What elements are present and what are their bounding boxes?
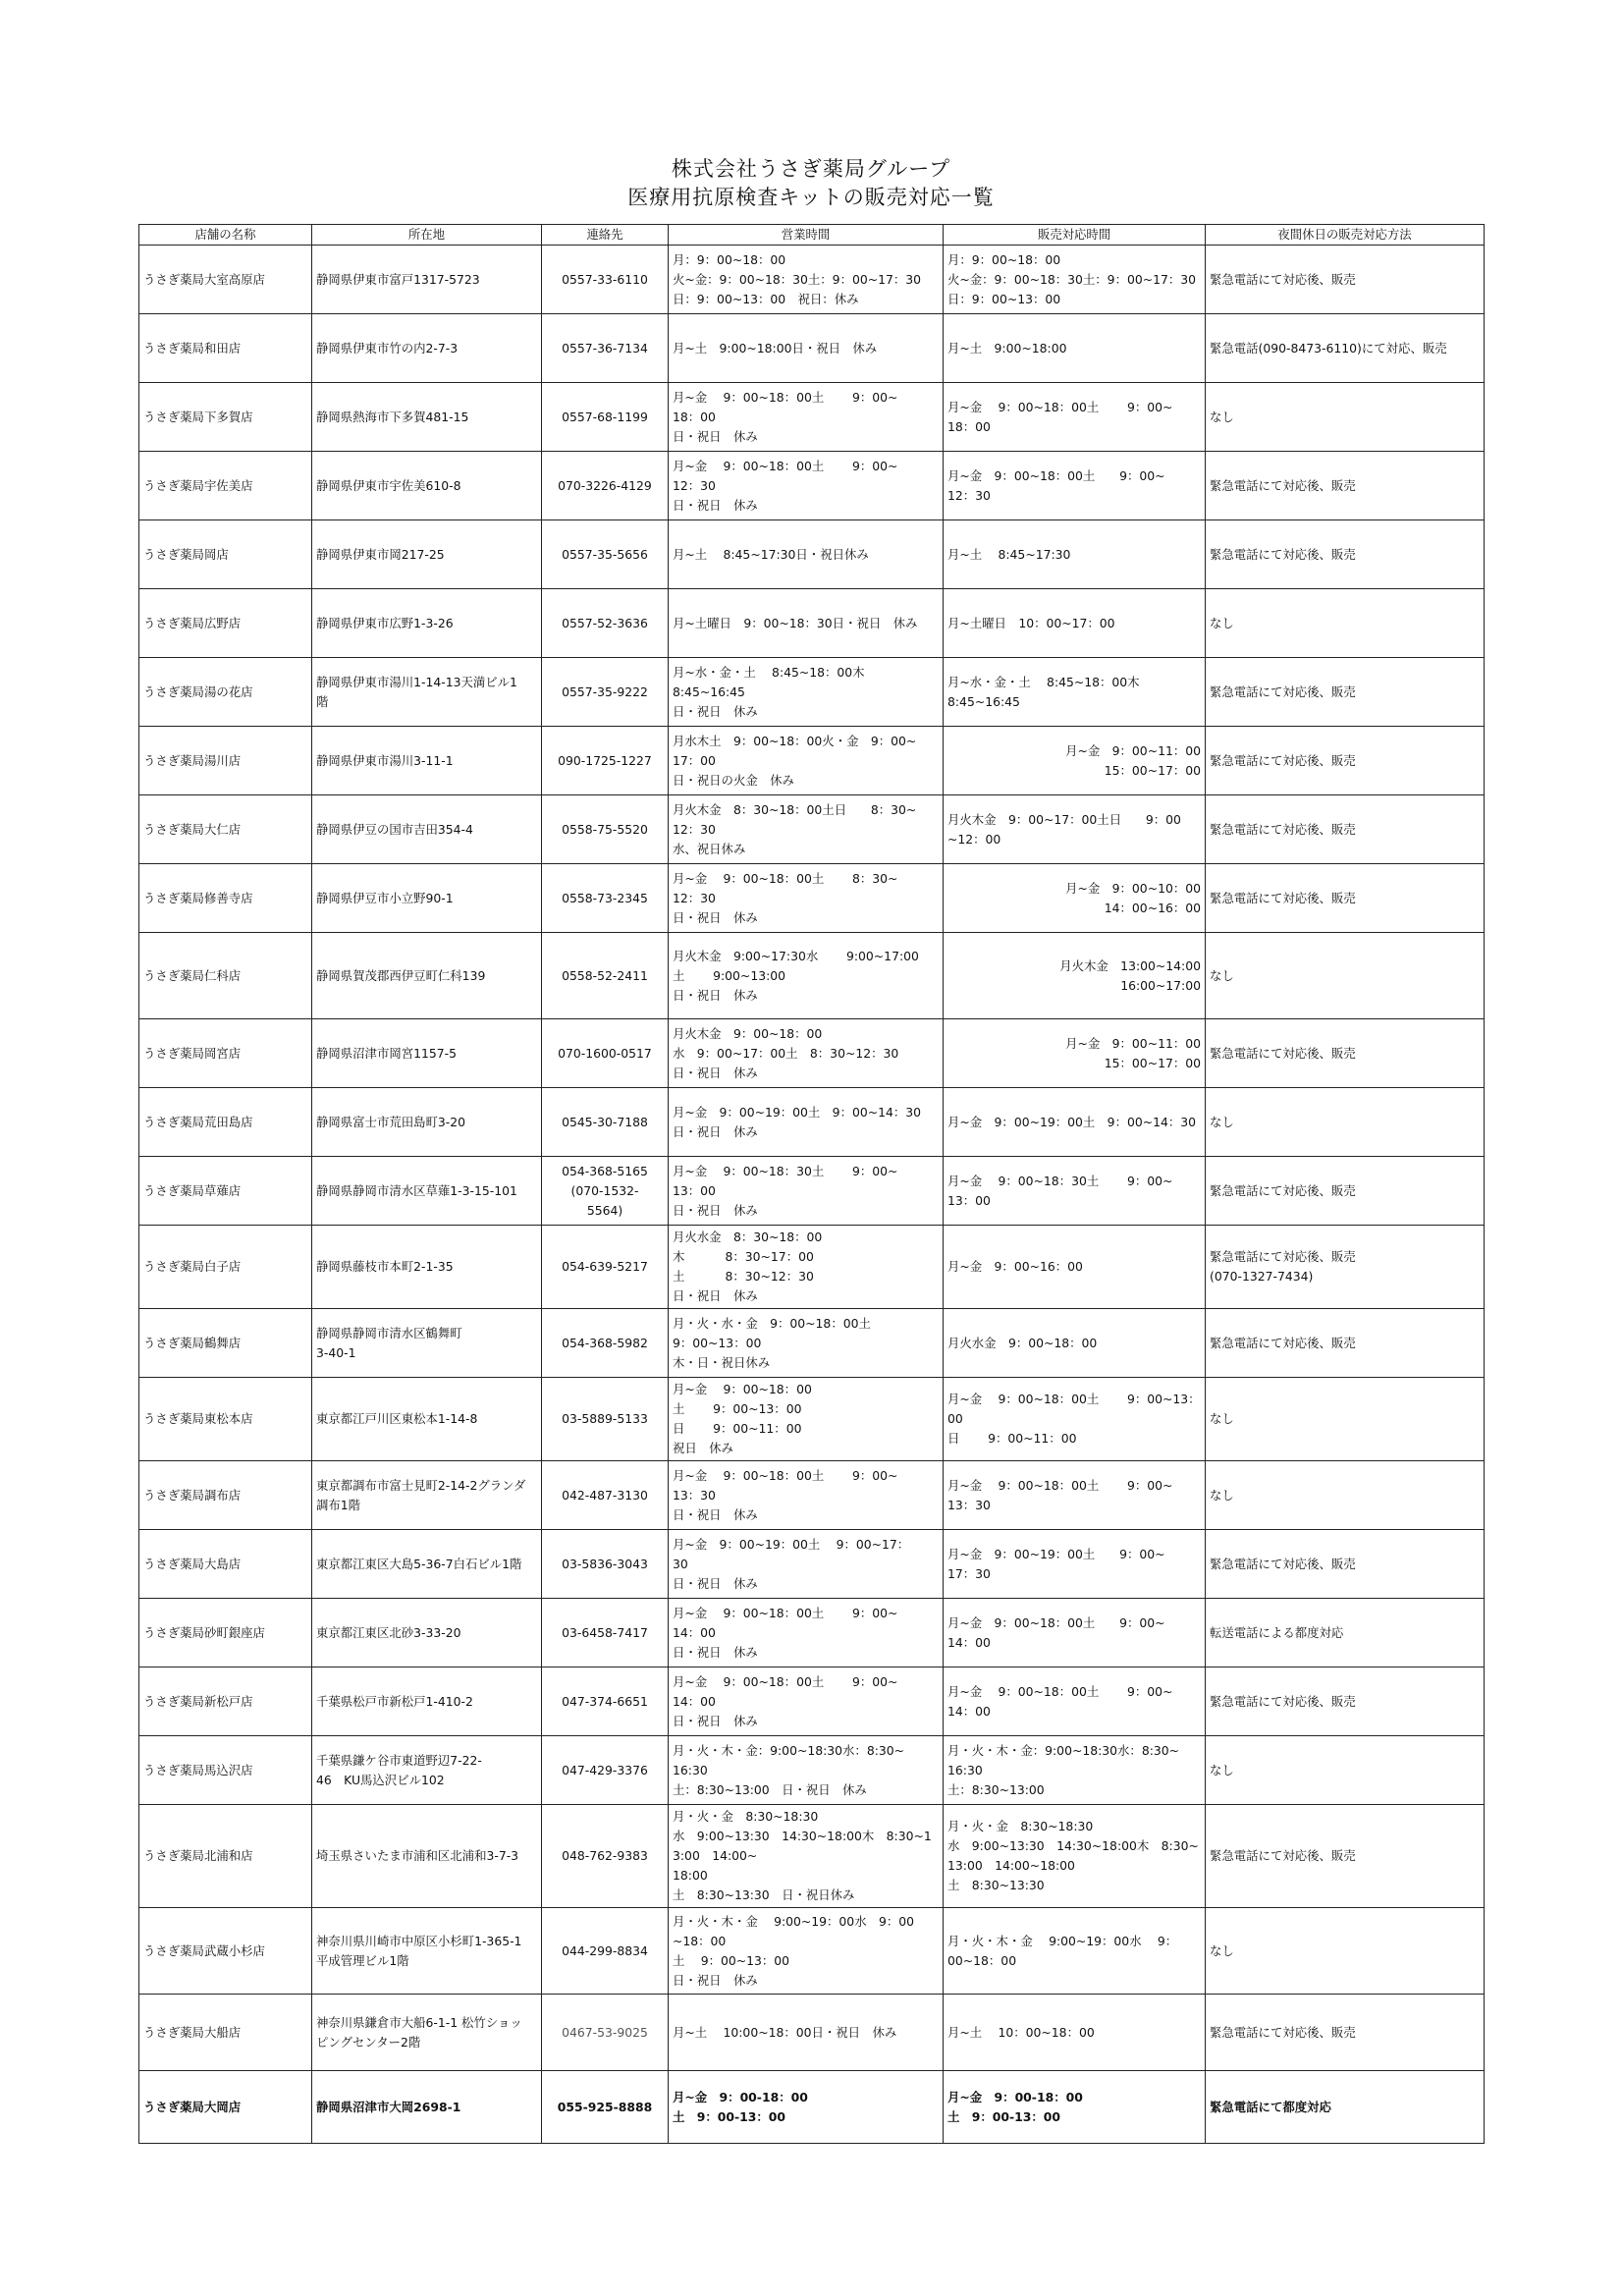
store-name-cell: うさぎ薬局仁科店 (139, 933, 312, 1019)
business-hours-cell: 月火木金 9：00~18：00 水 9：00~17：00土 8：30~12：30 日・祝日 休み (669, 1019, 944, 1088)
sales-hours-cell: 月火水金 9：00~18：00 (944, 1309, 1206, 1378)
table-row (139, 864, 1485, 933)
business-hours-cell: 月~金 9：00~18：00土 9：00~ 13：30 日・祝日 休み (669, 1461, 944, 1530)
address-cell: 静岡県伊豆市小立野90-1 (312, 864, 542, 933)
table-row (139, 246, 1485, 314)
sales-hours-cell: 月・火・木・金：9:00~18:30水：8:30~ 16:30 土：8:30~13:00 (944, 1736, 1206, 1805)
sales-hours-cell: 月~金 9：00~18：00土 9：00~ 14：00 (944, 1667, 1206, 1736)
phone-cell: 0467-53-9025 (542, 1995, 669, 2071)
night-method-cell: 緊急電話にて対応後、販売 (1206, 452, 1485, 520)
night-method-cell: なし (1206, 1736, 1485, 1805)
store-name-cell: うさぎ薬局砂町銀座店 (139, 1599, 312, 1667)
address-cell: 神奈川県川崎市中原区小杉町1-365-1 平成管理ビル1階 (312, 1908, 542, 1995)
sales-hours-cell: 月~金 9：00~19：00土 9：00~14：30 (944, 1088, 1206, 1157)
business-hours-cell: 月・火・木・金：9:00~18:30水：8:30~ 16:30 土：8:30~13:00 日・祝日 休み (669, 1736, 944, 1805)
address-cell: 千葉県鎌ケ谷市東道野辺7-22- 46 KU馬込沢ビル102 (312, 1736, 542, 1805)
address-cell: 神奈川県鎌倉市大船6-1-1 松竹ショッ ピングセンター2階 (312, 1995, 542, 2071)
night-method-cell: 転送電話による都度対応 (1206, 1599, 1485, 1667)
list-title: 医療用抗原検査キットの販売対応一覧 (627, 186, 995, 209)
address-cell: 静岡県伊東市富戸1317-5723 (312, 246, 542, 314)
business-hours-cell: 月火木金 9:00~17:30水 9:00~17:00 土 9:00~13:00 日・祝日 休み (669, 933, 944, 1019)
address-cell: 静岡県伊東市竹の内2-7-3 (312, 314, 542, 383)
sales-hours-cell: 月~金 9：00~18：00土 9：00~ 14：00 (944, 1599, 1206, 1667)
phone-cell: 054-368-5165 (070-1532- 5564) (542, 1157, 669, 1226)
business-hours-cell: 月~金 9：00~18：30土 9：00~ 13：00 日・祝日 休み (669, 1157, 944, 1226)
sales-hours-cell: 月・火・金 8:30~18:30 水 9:00~13:30 14:30~18:00木 8:30~ 13:00 14:00~18:00 土 8:30~13:30 (944, 1805, 1206, 1908)
store-name-cell: うさぎ薬局北浦和店 (139, 1805, 312, 1908)
store-name-cell: うさぎ薬局湯川店 (139, 727, 312, 795)
table-row (139, 1226, 1485, 1309)
address-cell: 静岡県伊東市宇佐美610-8 (312, 452, 542, 520)
sales-hours-cell: 月~土曜日 10：00~17：00 (944, 589, 1206, 658)
phone-cell: 03-6458-7417 (542, 1599, 669, 1667)
table-row (139, 658, 1485, 727)
sales-hours-cell: 月~金 9：00~11：00 15：00~17：00 (944, 727, 1206, 795)
phone-cell: 0557-52-3636 (542, 589, 669, 658)
table-row (139, 727, 1485, 795)
business-hours-cell: 月・火・水・金 9：00~18：00土 9：00~13：00 木・日・祝日休み (669, 1309, 944, 1378)
business-hours-cell: 月火木金 8：30~18：00土日 8：30~ 12：30 水、祝日休み (669, 795, 944, 864)
address-cell: 静岡県伊東市広野1-3-26 (312, 589, 542, 658)
table-row (139, 383, 1485, 452)
store-name-cell: うさぎ薬局宇佐美店 (139, 452, 312, 520)
store-name-cell: うさぎ薬局大船店 (139, 1995, 312, 2071)
sales-hours-cell: 月・火・木・金 9:00~19：00水 9： 00~18：00 (944, 1908, 1206, 1995)
night-method-cell: 緊急電話にて対応後、販売 (1206, 1805, 1485, 1908)
table-row (139, 314, 1485, 383)
header-phone: 連絡先 (542, 225, 669, 246)
phone-cell: 054-368-5982 (542, 1309, 669, 1378)
table-row (139, 520, 1485, 589)
store-name-cell: うさぎ薬局荒田島店 (139, 1088, 312, 1157)
sales-hours-cell: 月~水・金・土 8:45~18：00木 8:45~16:45 (944, 658, 1206, 727)
phone-cell: 042-487-3130 (542, 1461, 669, 1530)
business-hours-cell: 月・火・木・金 9:00~19：00水 9：00 ~18：00 土 9：00~13：00 日・祝日 休み (669, 1908, 944, 1995)
address-cell: 東京都江戸川区東松本1-14-8 (312, 1378, 542, 1461)
sales-hours-cell: 月~土 8:45~17:30 (944, 520, 1206, 589)
phone-cell: 0557-36-7134 (542, 314, 669, 383)
table-row (139, 1667, 1485, 1736)
table-row (139, 933, 1485, 1019)
sales-hours-cell: 月~金 9：00~11：00 15：00~17：00 (944, 1019, 1206, 1088)
store-name-cell: うさぎ薬局和田店 (139, 314, 312, 383)
phone-cell: 0545-30-7188 (542, 1088, 669, 1157)
night-method-cell: なし (1206, 589, 1485, 658)
sales-hours-cell: 月~金 9：00~18：00土 9：00~ 13：30 (944, 1461, 1206, 1530)
header-store-name: 店舗の名称 (139, 225, 312, 246)
phone-cell: 0557-35-5656 (542, 520, 669, 589)
business-hours-cell: 月~金 9：00~18：00土 9：00~ 18：00 日・祝日 休み (669, 383, 944, 452)
table-row (139, 1019, 1485, 1088)
store-name-cell: うさぎ薬局大室高原店 (139, 246, 312, 314)
table-row (139, 1908, 1485, 1995)
address-cell: 静岡県伊東市湯川3-11-1 (312, 727, 542, 795)
address-cell: 静岡県伊東市湯川1-14-13天満ビル1 階 (312, 658, 542, 727)
phone-cell: 048-762-9383 (542, 1805, 669, 1908)
table-row (139, 1530, 1485, 1599)
table-row (139, 1309, 1485, 1378)
phone-cell: 055-925-8888 (542, 2071, 669, 2144)
business-hours-cell: 月~水・金・土 8:45~18：00木 8:45~16:45 日・祝日 休み (669, 658, 944, 727)
sales-hours-cell: 月：9：00~18：00 火~金：9：00~18：30土：9：00~17：30 日：9：00~13：00 (944, 246, 1206, 314)
store-name-cell: うさぎ薬局東松本店 (139, 1378, 312, 1461)
store-name-cell: うさぎ薬局下多賀店 (139, 383, 312, 452)
business-hours-cell: 月~金 9：00-18：00 土 9：00-13：00 (669, 2071, 944, 2144)
sales-hours-cell: 月火木金 9：00~17：00土日 9：00 ~12：00 (944, 795, 1206, 864)
store-name-cell: うさぎ薬局新松戸店 (139, 1667, 312, 1736)
header-address: 所在地 (312, 225, 542, 246)
night-method-cell: 緊急電話(090-8473-6110)にて対応、販売 (1206, 314, 1485, 383)
header-sales-hours: 販売対応時間 (944, 225, 1206, 246)
night-method-cell: 緊急電話にて対応後、販売 (1206, 1530, 1485, 1599)
table-row (139, 2071, 1485, 2144)
night-method-cell: 緊急電話にて対応後、販売 (070-1327-7434) (1206, 1226, 1485, 1309)
night-method-cell: 緊急電話にて対応後、販売 (1206, 1995, 1485, 2071)
business-hours-cell: 月~金 9：00~18：00土 9：00~ 12：30 日・祝日 休み (669, 452, 944, 520)
store-name-cell: うさぎ薬局調布店 (139, 1461, 312, 1530)
address-cell: 静岡県熱海市下多賀481-15 (312, 383, 542, 452)
address-cell: 埼玉県さいたま市浦和区北浦和3-7-3 (312, 1805, 542, 1908)
table-row (139, 1378, 1485, 1461)
phone-cell: 03-5889-5133 (542, 1378, 669, 1461)
sales-hours-cell: 月~土 10：00~18：00 (944, 1995, 1206, 2071)
sales-hours-cell: 月~金 9：00~18：00土 9：00~13：00 日 9：00~11：00 (944, 1378, 1206, 1461)
store-name-cell: うさぎ薬局広野店 (139, 589, 312, 658)
address-cell: 静岡県静岡市清水区鶴舞町 3-40-1 (312, 1309, 542, 1378)
address-cell: 静岡県賀茂郡西伊豆町仁科139 (312, 933, 542, 1019)
table-row (139, 1805, 1485, 1908)
store-name-cell: うさぎ薬局大岡店 (139, 2071, 312, 2144)
business-hours-cell: 月水木土 9：00~18：00火・金 9：00~ 17：00 日・祝日の火金 休み (669, 727, 944, 795)
address-cell: 静岡県沼津市大岡2698-1 (312, 2071, 542, 2144)
night-method-cell: 緊急電話にて対応後、販売 (1206, 795, 1485, 864)
sales-hours-cell: 月火木金 13:00~14:00 16:00~17:00 (944, 933, 1206, 1019)
address-cell: 静岡県伊東市岡217-25 (312, 520, 542, 589)
night-method-cell: なし (1206, 383, 1485, 452)
store-name-cell: うさぎ薬局白子店 (139, 1226, 312, 1309)
table-row (139, 452, 1485, 520)
table-row (139, 589, 1485, 658)
header-business-hours: 営業時間 (669, 225, 944, 246)
address-cell: 静岡県富士市荒田島町3-20 (312, 1088, 542, 1157)
phone-cell: 0557-68-1199 (542, 383, 669, 452)
phone-cell: 03-5836-3043 (542, 1530, 669, 1599)
night-method-cell: なし (1206, 1378, 1485, 1461)
night-method-cell: 緊急電話にて対応後、販売 (1206, 1309, 1485, 1378)
store-name-cell: うさぎ薬局湯の花店 (139, 658, 312, 727)
table-row (139, 1088, 1485, 1157)
phone-cell: 054-639-5217 (542, 1226, 669, 1309)
phone-cell: 0558-75-5520 (542, 795, 669, 864)
address-cell: 静岡県伊豆の国市吉田354-4 (312, 795, 542, 864)
table-row (139, 1599, 1485, 1667)
table-header-row (139, 225, 1485, 246)
company-name: 株式会社うさぎ薬局グループ (671, 157, 951, 181)
business-hours-cell: 月火水金 8：30~18：00 木 8：30~17：00 土 8：30~12：30 日・祝日 休み (669, 1226, 944, 1309)
address-cell: 静岡県静岡市清水区草薙1-3-15-101 (312, 1157, 542, 1226)
store-name-cell: うさぎ薬局大島店 (139, 1530, 312, 1599)
phone-cell: 070-1600-0517 (542, 1019, 669, 1088)
address-cell: 千葉県松戸市新松戸1-410-2 (312, 1667, 542, 1736)
business-hours-cell: 月~金 9：00~18：00土 9：00~ 14：00 日・祝日 休み (669, 1599, 944, 1667)
business-hours-cell: 月~土曜日 9：00~18：30日・祝日 休み (669, 589, 944, 658)
night-method-cell: なし (1206, 1461, 1485, 1530)
sales-hours-cell: 月~金 9：00~18：00土 9：00~ 18：00 (944, 383, 1206, 452)
sales-hours-cell: 月~金 9：00~18：30土 9：00~ 13：00 (944, 1157, 1206, 1226)
address-cell: 静岡県藤枝市本町2-1-35 (312, 1226, 542, 1309)
store-name-cell: うさぎ薬局鶴舞店 (139, 1309, 312, 1378)
business-hours-cell: 月~土 10:00~18：00日・祝日 休み (669, 1995, 944, 2071)
phone-cell: 044-299-8834 (542, 1908, 669, 1995)
business-hours-cell: 月：9：00~18：00 火~金：9：00~18：30土：9：00~17：30 日：9：00~13：00 祝日：休み (669, 246, 944, 314)
business-hours-cell: 月~金 9：00~18：00土 9：00~ 14：00 日・祝日 休み (669, 1667, 944, 1736)
business-hours-cell: 月~土 9:00~18:00日・祝日 休み (669, 314, 944, 383)
night-method-cell: 緊急電話にて対応後、販売 (1206, 1667, 1485, 1736)
document-title (0, 155, 1622, 212)
table-row (139, 1157, 1485, 1226)
address-cell: 東京都江東区北砂3-33-20 (312, 1599, 542, 1667)
business-hours-cell: 月・火・金 8:30~18:30 水 9:00~13:30 14:30~18:00木 8:30~13:00 14:00~ 18:00 土 8:30~13:30 日・祝日休み (669, 1805, 944, 1908)
store-name-cell: うさぎ薬局大仁店 (139, 795, 312, 864)
address-cell: 東京都江東区大島5-36-7白石ビル1階 (312, 1530, 542, 1599)
sales-hours-cell: 月~金 9：00-18：00 土 9：00-13：00 (944, 2071, 1206, 2144)
table-row (139, 1995, 1485, 2071)
night-method-cell: 緊急電話にて対応後、販売 (1206, 864, 1485, 933)
sales-hours-cell: 月~金 9：00~10：00 14：00~16：00 (944, 864, 1206, 933)
night-method-cell: 緊急電話にて対応後、販売 (1206, 1157, 1485, 1226)
phone-cell: 0557-33-6110 (542, 246, 669, 314)
phone-cell: 070-3226-4129 (542, 452, 669, 520)
night-method-cell: 緊急電話にて対応後、販売 (1206, 520, 1485, 589)
phone-cell: 047-374-6651 (542, 1667, 669, 1736)
sales-hours-cell: 月~金 9：00~18：00土 9：00~ 12：30 (944, 452, 1206, 520)
night-method-cell: なし (1206, 933, 1485, 1019)
store-table (138, 224, 1485, 2144)
phone-cell: 0558-52-2411 (542, 933, 669, 1019)
address-cell: 東京都調布市富士見町2-14-2グランダ 調布1階 (312, 1461, 542, 1530)
business-hours-cell: 月~金 9：00~19：00土 9：00~14：30 日・祝日 休み (669, 1088, 944, 1157)
night-method-cell: なし (1206, 1088, 1485, 1157)
store-name-cell: うさぎ薬局武蔵小杉店 (139, 1908, 312, 1995)
business-hours-cell: 月~金 9：00~18：00 土 9：00~13：00 日 9：00~11：00 祝日 休み (669, 1378, 944, 1461)
sales-hours-cell: 月~土 9:00~18:00 (944, 314, 1206, 383)
night-method-cell: 緊急電話にて対応後、販売 (1206, 727, 1485, 795)
sales-hours-cell: 月~金 9：00~16：00 (944, 1226, 1206, 1309)
table-row (139, 1736, 1485, 1805)
store-name-cell: うさぎ薬局馬込沢店 (139, 1736, 312, 1805)
sales-hours-cell: 月~金 9：00~19：00土 9：00~ 17：30 (944, 1530, 1206, 1599)
night-method-cell: 緊急電話にて対応後、販売 (1206, 1019, 1485, 1088)
business-hours-cell: 月~金 9：00~18：00土 8：30~ 12：30 日・祝日 休み (669, 864, 944, 933)
address-cell: 静岡県沼津市岡宮1157-5 (312, 1019, 542, 1088)
store-name-cell: うさぎ薬局岡店 (139, 520, 312, 589)
phone-cell: 047-429-3376 (542, 1736, 669, 1805)
night-method-cell: 緊急電話にて対応後、販売 (1206, 658, 1485, 727)
table-row (139, 1461, 1485, 1530)
night-method-cell: 緊急電話にて都度対応 (1206, 2071, 1485, 2144)
phone-cell: 090-1725-1227 (542, 727, 669, 795)
store-name-cell: うさぎ薬局草薙店 (139, 1157, 312, 1226)
header-night-holiday-method: 夜間休日の販売対応方法 (1206, 225, 1485, 246)
phone-cell: 0557-35-9222 (542, 658, 669, 727)
store-name-cell: うさぎ薬局岡宮店 (139, 1019, 312, 1088)
business-hours-cell: 月~土 8:45~17:30日・祝日休み (669, 520, 944, 589)
store-name-cell: うさぎ薬局修善寺店 (139, 864, 312, 933)
phone-cell: 0558-73-2345 (542, 864, 669, 933)
night-method-cell: 緊急電話にて対応後、販売 (1206, 246, 1485, 314)
business-hours-cell: 月~金 9：00~19：00土 9：00~17： 30 日・祝日 休み (669, 1530, 944, 1599)
night-method-cell: なし (1206, 1908, 1485, 1995)
table-row (139, 795, 1485, 864)
